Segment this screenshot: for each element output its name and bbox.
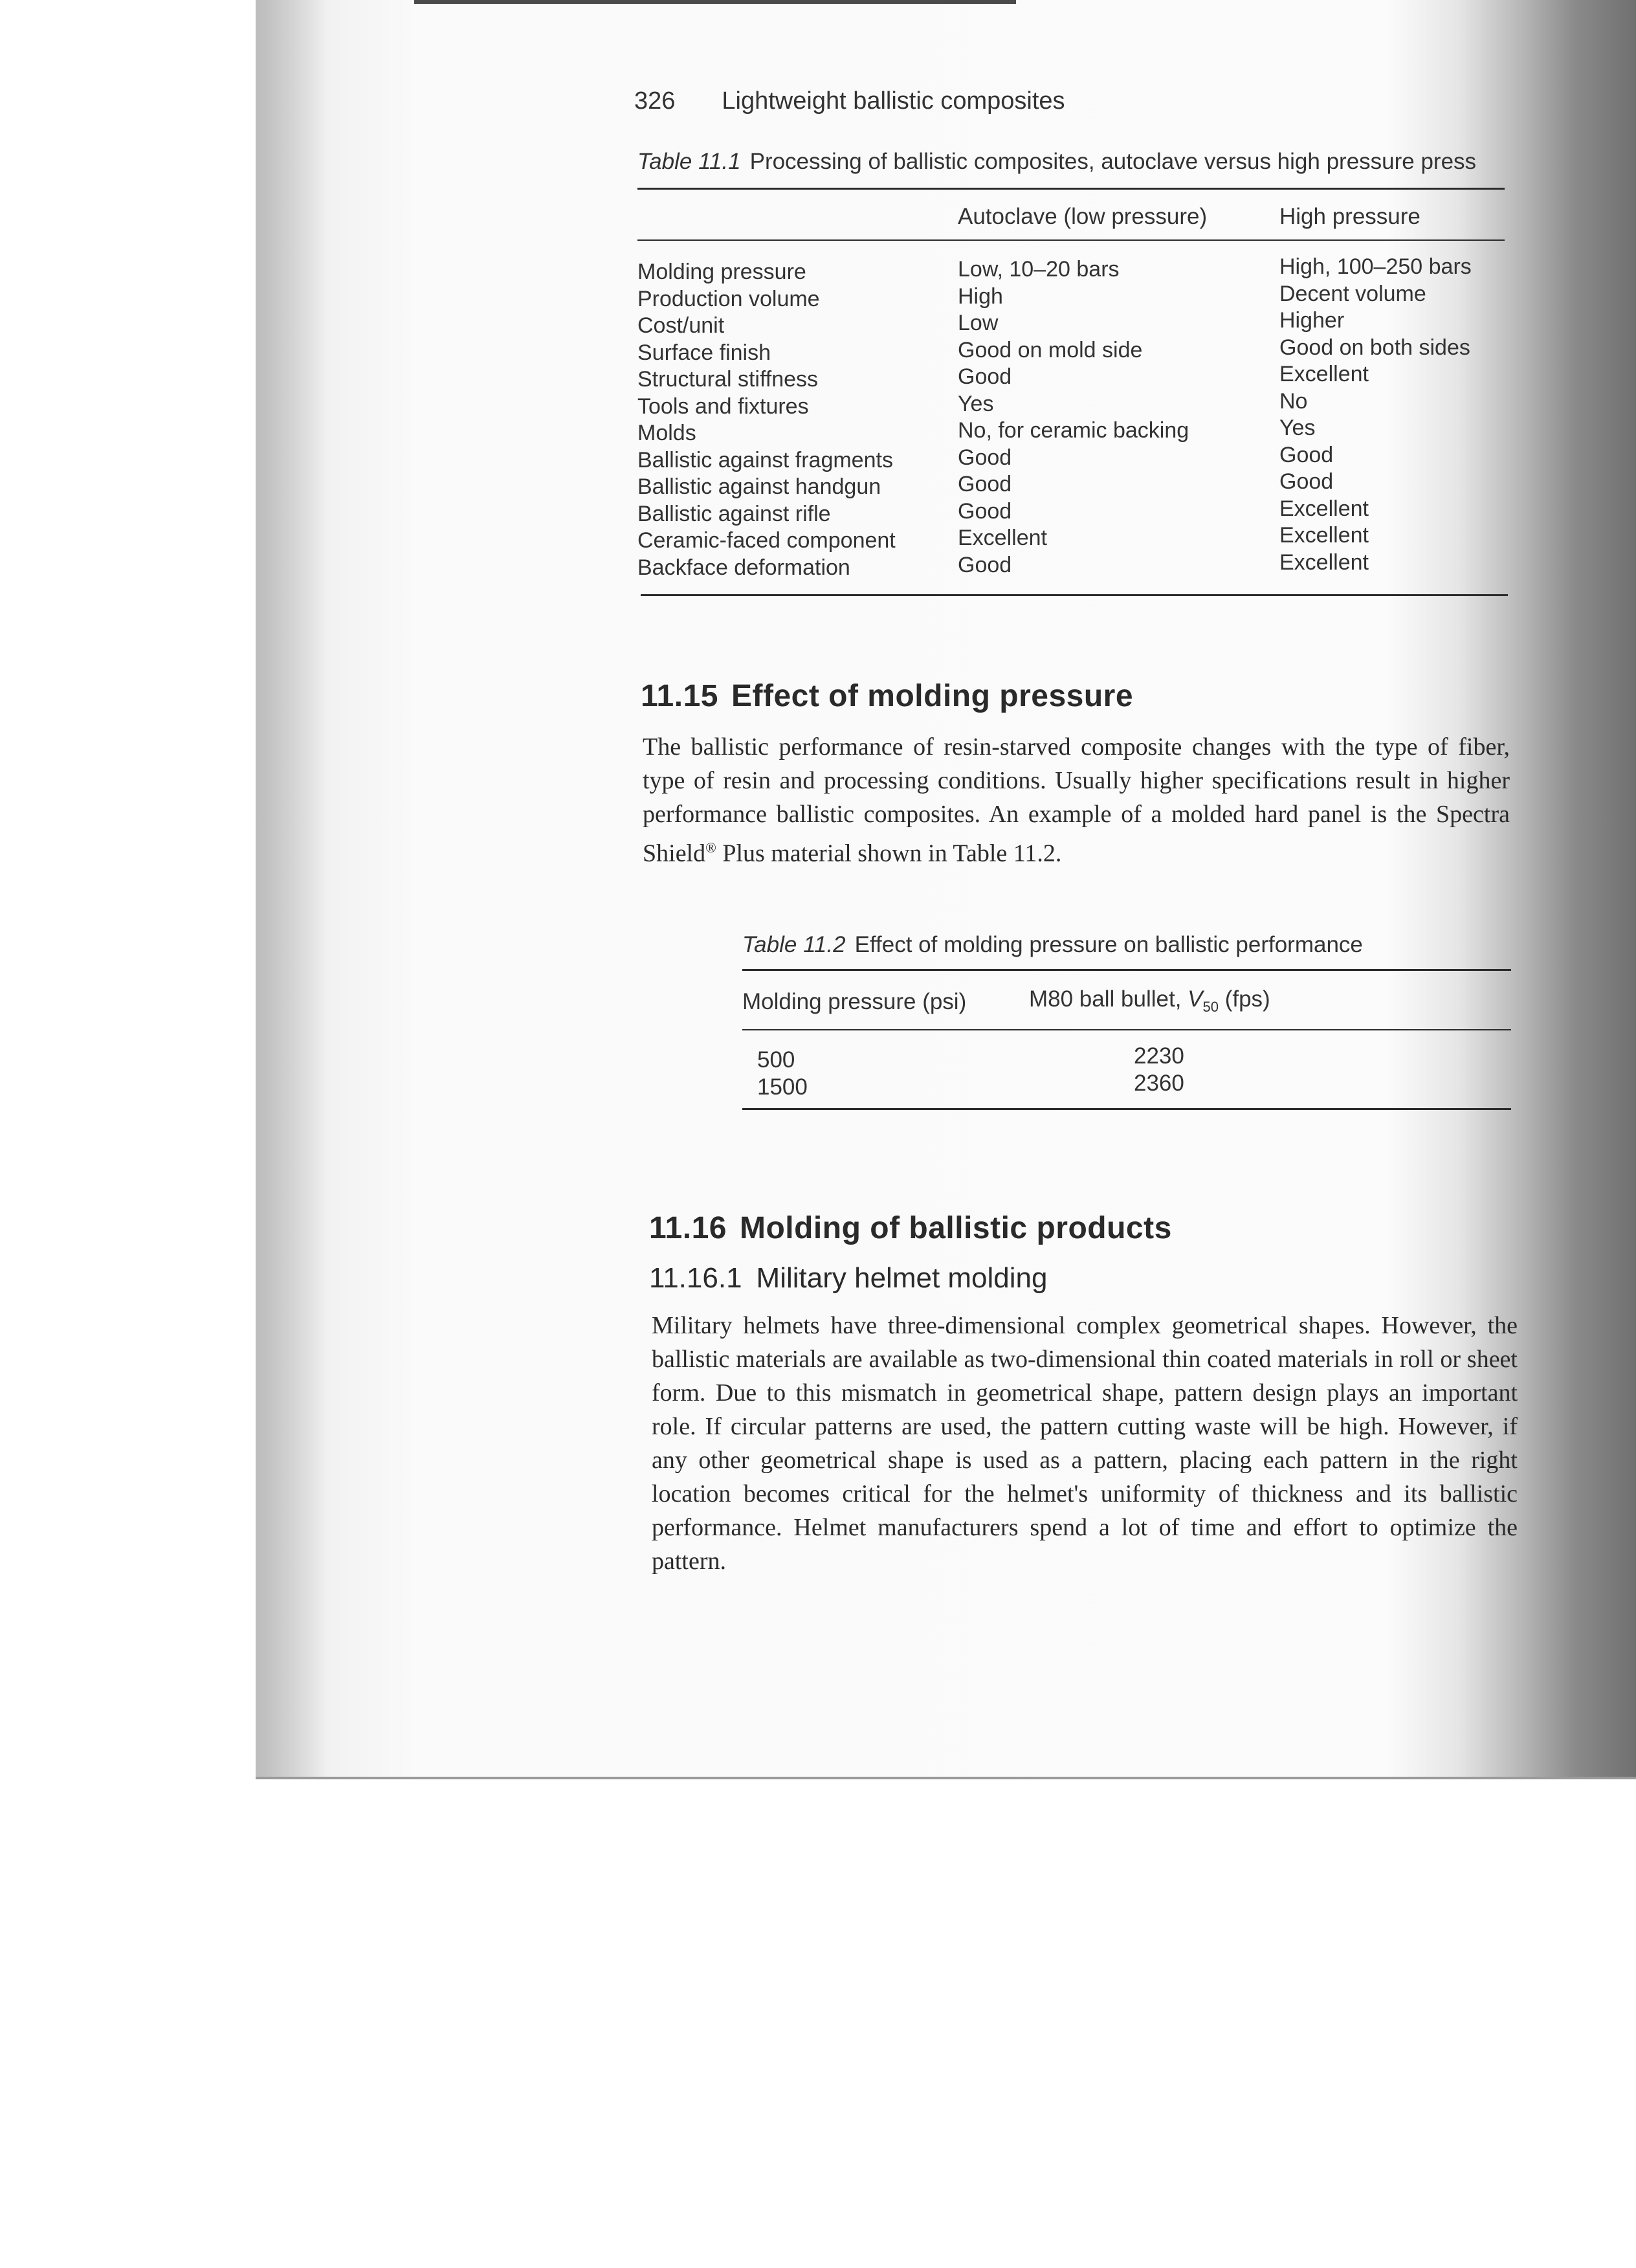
table-11-1-label: Table 11.1	[637, 149, 741, 174]
table-11-2-col-v50	[1134, 1043, 1184, 1097]
table-cell: Low	[958, 311, 999, 335]
page-number: 326	[634, 87, 676, 115]
table-cell: Production volume	[637, 286, 820, 311]
section-number: 11.15	[641, 679, 718, 713]
table-cell: Good	[1279, 469, 1334, 494]
table-cell: Structural stiffness	[637, 367, 819, 392]
table-11-1-caption-text: Processing of ballistic composites, autoclave versus high pressure press	[749, 149, 1477, 174]
table-cell: Good on mold side	[958, 337, 1143, 362]
subsection-title: Military helmet molding	[756, 1262, 1048, 1294]
table-cell: Good	[958, 445, 1012, 470]
table-cell: Tools and fixtures	[637, 394, 809, 419]
running-head	[634, 87, 1065, 115]
table-11-2-caption	[742, 932, 1363, 958]
section-title: Effect of molding pressure	[731, 679, 1134, 713]
table-11-1-header-high-pressure: High pressure	[1279, 204, 1420, 229]
table-cell: Excellent	[958, 526, 1047, 550]
table-11-1-top-rule	[637, 188, 1505, 190]
table-11-2-label: Table 11.2	[742, 932, 846, 957]
table-cell: Yes	[958, 391, 994, 416]
table-cell: Molds	[637, 421, 696, 445]
table-11-2-header-rule	[742, 1029, 1511, 1030]
table-cell: Ballistic against fragments	[637, 447, 893, 472]
section-number: 11.16	[649, 1211, 727, 1245]
table-cell: Molding pressure	[637, 260, 806, 284]
table-11-1-col-high-pressure	[1279, 254, 1472, 576]
table-cell: High	[958, 284, 1003, 309]
running-head-title: Lightweight ballistic composites	[722, 87, 1065, 115]
table-cell: 2230	[1134, 1043, 1184, 1069]
table-11-1-col-autoclave	[958, 256, 1189, 579]
table-11-1-bottom-rule	[641, 594, 1508, 596]
table-cell: Yes	[1279, 416, 1316, 440]
table-cell: Excellent	[1279, 362, 1369, 386]
paragraph-text-end: Plus material shown in Table 11.2.	[716, 839, 1062, 867]
table-11-2-bottom-rule	[742, 1108, 1511, 1110]
section-11-15-paragraph	[643, 730, 1510, 871]
table-cell: Good	[958, 552, 1012, 577]
section-title: Molding of ballistic products	[739, 1211, 1172, 1245]
table-cell: Surface finish	[637, 340, 771, 365]
table-11-1-col-property	[637, 259, 896, 581]
table-cell: Low, 10–20 bars	[958, 257, 1120, 282]
registered-mark: ®	[705, 839, 716, 856]
section-11-16-1-heading	[649, 1262, 1047, 1295]
table-cell: No	[1279, 388, 1308, 414]
table-cell: Ballistic against rifle	[637, 501, 831, 526]
table-cell: High, 100–250 bars	[1279, 254, 1472, 279]
table-cell: Good	[958, 498, 1012, 524]
header-subscript: 50	[1202, 999, 1219, 1015]
table-cell: Excellent	[1279, 496, 1369, 521]
table-cell: 2360	[1134, 1071, 1184, 1096]
table-11-2-top-rule	[742, 969, 1511, 971]
table-cell: Good	[1279, 442, 1334, 467]
paragraph-text: The ballistic performance of resin-starved composite changes with the type of fiber, type of resin and processing conditions. Usually higher specifications result in higher performance ballistic composites. An example of a molded hard panel is the Spectra Shield	[643, 733, 1510, 867]
table-cell: Backface deformation	[637, 555, 850, 580]
table-11-1-header-autoclave: Autoclave (low pressure)	[958, 204, 1208, 229]
table-cell: 500	[757, 1047, 795, 1073]
header-suffix: (fps)	[1218, 986, 1270, 1012]
table-11-1-header-rule	[637, 239, 1505, 241]
table-cell: Good	[958, 472, 1012, 496]
table-11-2-header-pressure: Molding pressure (psi)	[742, 989, 967, 1014]
table-cell: Cost/unit	[637, 313, 725, 338]
table-11-2-header-v50	[1029, 986, 1270, 1016]
table-cell: No, for ceramic backing	[958, 418, 1189, 443]
header-variable: V	[1188, 986, 1203, 1012]
table-cell: 1500	[757, 1074, 808, 1100]
table-cell: Excellent	[1279, 523, 1369, 548]
header-prefix: M80 ball bullet,	[1029, 986, 1188, 1012]
table-cell: Good on both sides	[1279, 335, 1470, 360]
section-11-16-1-paragraph: Military helmets have three-dimensional complex geometrical shapes. However, the ballistic materials are available as two-dimensional thin coated materials in roll or sheet form. Due to this mismatch in geometrical shape, pattern design plays an important role. If circular patterns are used, the pattern cutting waste will be high. However, if any other geometrical shape is used as a pattern, placing each pattern in the right location becomes critical for the helmet's uniformity of thickness and its ballistic performance. Helmet manufacturers spend a lot of time and effort to optimize the pattern.	[652, 1312, 1518, 1575]
table-11-2-col-pressure	[757, 1047, 808, 1101]
table-cell: Ballistic against handgun	[637, 474, 881, 499]
table-11-2-caption-text: Effect of molding pressure on ballistic performance	[854, 932, 1363, 957]
subsection-number: 11.16.1	[649, 1262, 742, 1294]
table-cell: Ceramic-faced component	[637, 528, 896, 553]
table-cell: Good	[958, 364, 1012, 389]
section-11-16-heading	[649, 1210, 1172, 1246]
table-11-1-caption	[637, 149, 1476, 175]
table-cell: Higher	[1279, 308, 1345, 333]
section-11-15-heading	[641, 678, 1133, 714]
table-cell: Decent volume	[1279, 281, 1426, 306]
table-cell: Excellent	[1279, 550, 1369, 575]
